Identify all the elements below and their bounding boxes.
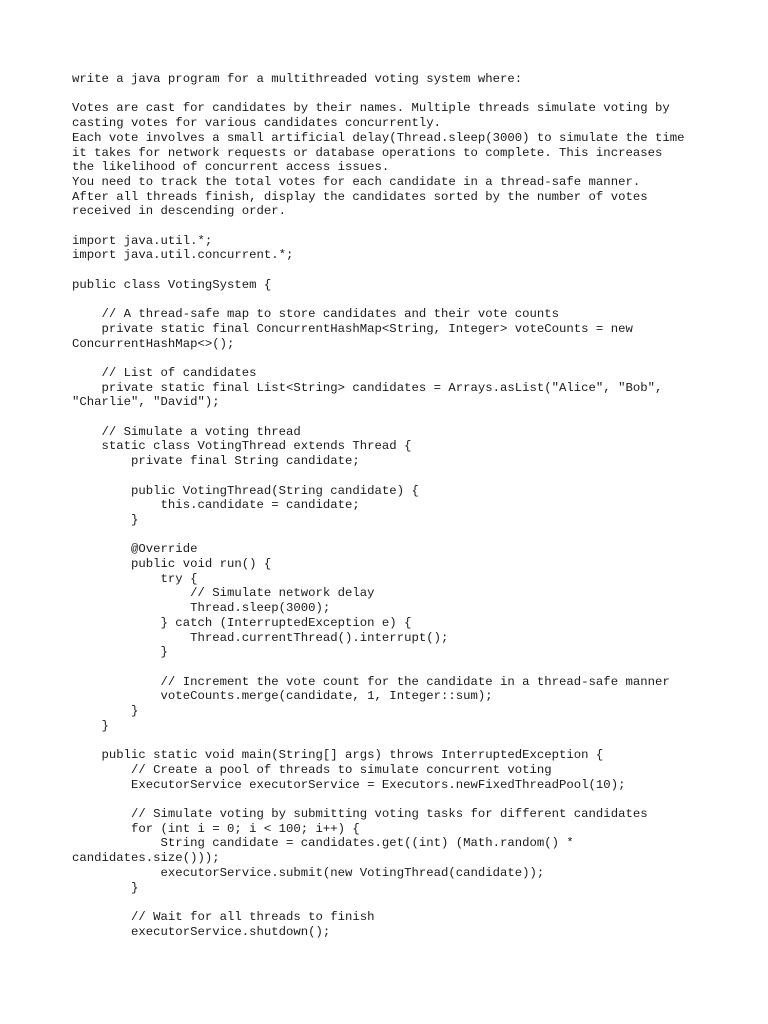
blank-line xyxy=(72,293,732,308)
blank-line xyxy=(72,792,732,807)
text-line: private final String candidate; xyxy=(72,454,360,469)
text-line: // Wait for all threads to finish xyxy=(72,909,375,924)
blank-line xyxy=(72,469,732,484)
text-line: Thread.currentThread().interrupt(); xyxy=(72,630,449,645)
text-line: casting votes for various candidates concurrently. xyxy=(72,116,441,131)
text-line: voteCounts.merge(candidate, 1, Integer::sum); xyxy=(72,689,493,704)
text-line: } xyxy=(72,512,139,527)
blank-line xyxy=(72,263,732,278)
text-line: After all threads finish, display the candidates sorted by the number of votes xyxy=(72,189,648,204)
text-line: } catch (InterruptedException e) { xyxy=(72,615,412,630)
text-line: // List of candidates xyxy=(72,365,257,380)
text-line: } xyxy=(72,718,109,733)
text-line: Each vote involves a small artificial delay(Thread.sleep(3000) to simulate the time xyxy=(72,130,685,145)
text-line: write a java program for a multithreaded voting system where: xyxy=(72,72,523,86)
blank-line xyxy=(72,895,732,910)
text-line: the likelihood of concurrent access issues. xyxy=(72,160,390,175)
text-line: "Charlie", "David"); xyxy=(72,395,220,410)
text-line: it takes for network requests or database operations to complete. This increases xyxy=(72,145,663,160)
blank-line xyxy=(72,734,732,749)
text-line: public static void main(String[] args) throws InterruptedException { xyxy=(72,748,604,763)
blank-line xyxy=(72,219,732,234)
text-line: // A thread-safe map to store candidates and their vote counts xyxy=(72,307,560,322)
text-line: Votes are cast for candidates by their names. Multiple threads simulate voting by xyxy=(72,101,670,116)
text-line: } xyxy=(72,645,168,660)
blank-line xyxy=(72,660,732,675)
text-line: // Simulate a voting thread xyxy=(72,424,301,439)
text-line: public class VotingSystem { xyxy=(72,277,272,292)
text-line: private static final List<String> candidates = Arrays.asList("Alice", "Bob", xyxy=(72,380,663,395)
text-line: public VotingThread(String candidate) { xyxy=(72,483,419,498)
text-line: import java.util.*; xyxy=(72,233,213,248)
text-line: public void run() { xyxy=(72,557,272,572)
text-line: You need to track the total votes for each candidate in a thread-safe manner. xyxy=(72,174,641,189)
text-line: try { xyxy=(72,571,198,586)
text-line: Thread.sleep(3000); xyxy=(72,601,331,616)
text-line: for (int i = 0; i < 100; i++) { xyxy=(72,821,360,836)
text-line: static class VotingThread extends Thread { xyxy=(72,439,412,454)
document-text xyxy=(72,72,732,939)
text-line: private static final ConcurrentHashMap<String, Integer> voteCounts = new xyxy=(72,321,633,336)
text-line: received in descending order. xyxy=(72,204,287,219)
text-line: import java.util.concurrent.*; xyxy=(72,248,294,263)
text-line: this.candidate = candidate; xyxy=(72,498,360,513)
text-line: // Create a pool of threads to simulate concurrent voting xyxy=(72,762,552,777)
text-line: ExecutorService executorService = Executors.newFixedThreadPool(10); xyxy=(72,777,626,792)
blank-line xyxy=(72,410,732,425)
blank-line xyxy=(72,528,732,543)
text-line: // Simulate voting by submitting voting tasks for different candidates xyxy=(72,806,648,821)
text-line: } xyxy=(72,880,139,895)
blank-line xyxy=(72,351,732,366)
text-line: // Increment the vote count for the candidate in a thread-safe manner xyxy=(72,674,670,689)
text-line: // Simulate network delay xyxy=(72,586,375,601)
text-line: candidates.size())); xyxy=(72,851,220,866)
text-line: executorService.shutdown(); xyxy=(72,924,331,939)
text-line: ConcurrentHashMap<>(); xyxy=(72,336,235,351)
blank-line xyxy=(72,87,732,102)
text-line: executorService.submit(new VotingThread(candidate)); xyxy=(72,865,545,880)
text-line: } xyxy=(72,704,139,719)
text-line: String candidate = candidates.get((int) (Math.random() * xyxy=(72,836,574,851)
text-line: @Override xyxy=(72,542,198,557)
